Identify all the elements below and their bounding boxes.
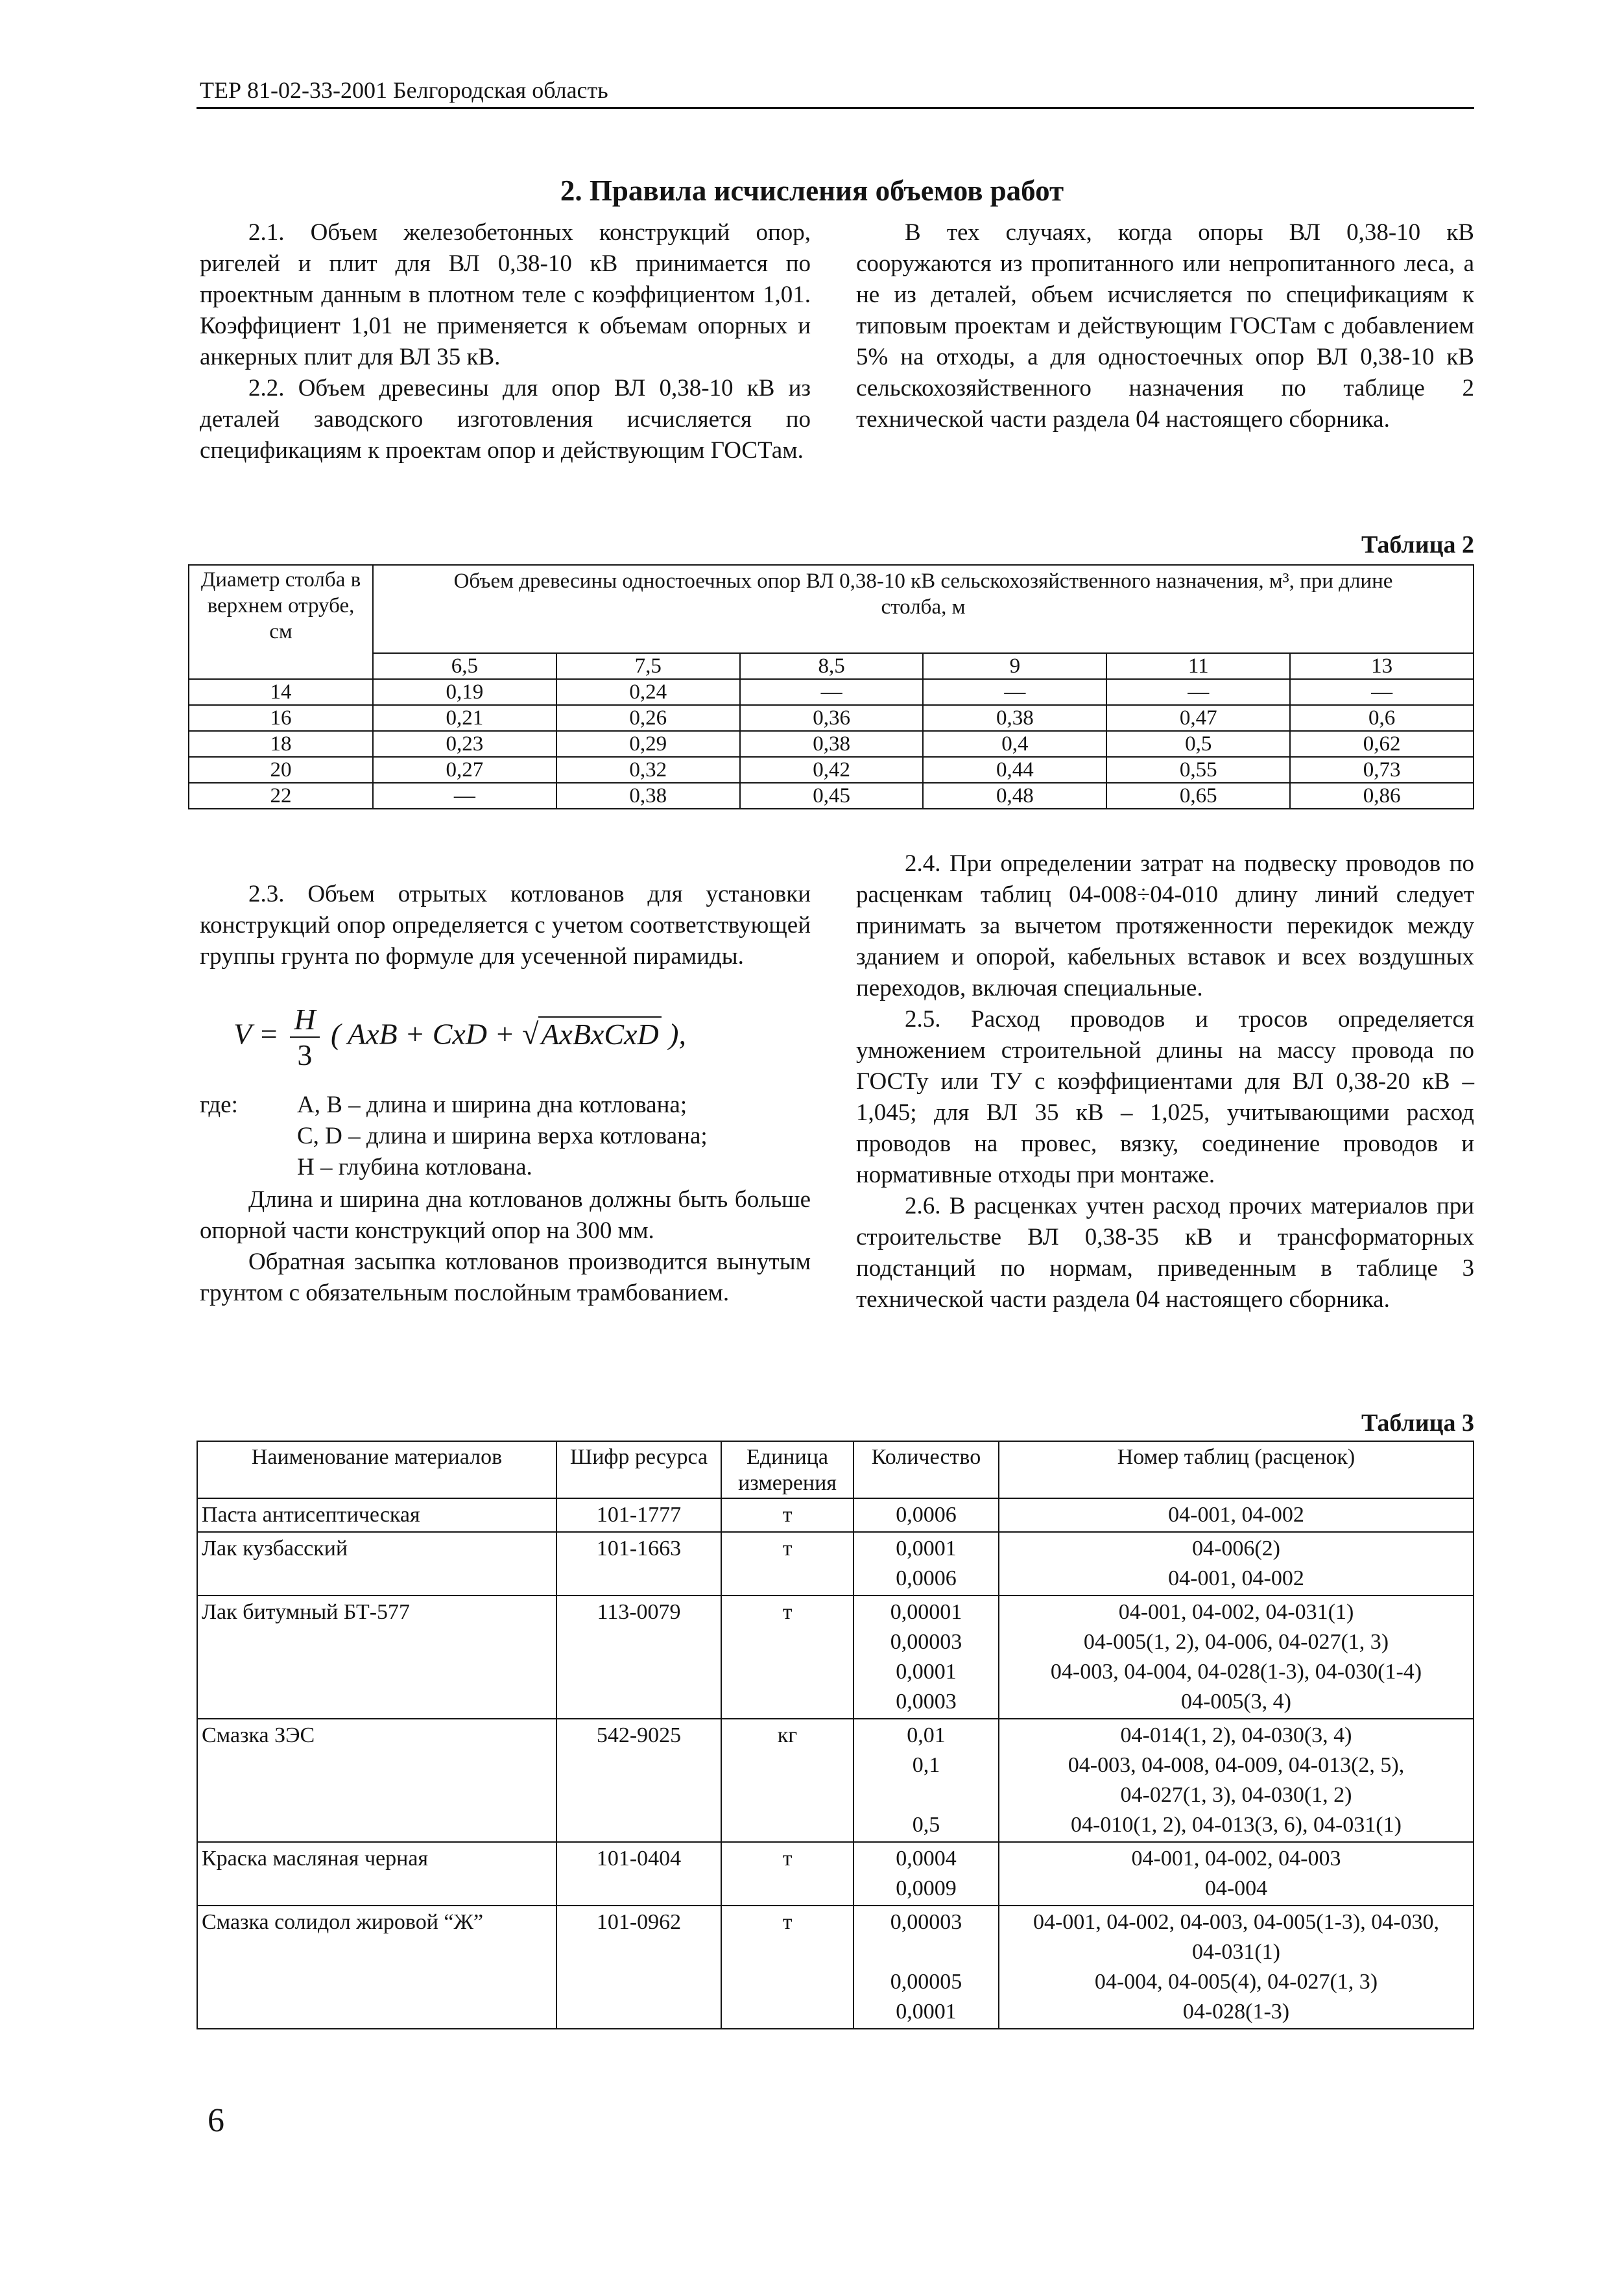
table3-ref-line: 04-001, 04-002, 04-031(1) (1118, 1600, 1354, 1624)
table2-value-cell: 0,55 (1106, 757, 1290, 783)
table-row (189, 783, 1474, 809)
table3-ref-line: 04-027(1, 3), 04-030(1, 2) (1120, 1783, 1352, 1807)
table3-ref-line: 04-003, 04-008, 04-009, 04-013(2, 5), (1068, 1753, 1405, 1777)
page-number: 6 (208, 2102, 224, 2139)
table3-code-cell: 101-1663 (556, 1532, 721, 1596)
left-column-top (200, 217, 811, 466)
table3-header-cell: Количество (854, 1441, 999, 1498)
paragraph-2-1: 2.1. Объем железобетонных конструкций опор, ригелей и плит для ВЛ 0,38-10 кВ принимается по проектным данным в плотном теле с коэффициентом 1,01. Коэффициент 1,01 не применяется к объемам опорных и анкерных плит для ВЛ 35 кВ. (200, 219, 811, 370)
table3-qty-line: 0,00003 (890, 1630, 962, 1654)
table2-value-cell: 0,26 (556, 705, 740, 731)
table3-qty-line: 0,0006 (896, 1566, 957, 1590)
table3-name-cell: Смазка ЗЭС (197, 1719, 556, 1842)
table2-span-header: Объем древесины одностоечных опор ВЛ 0,38-10 кВ сельскохозяйственного назначения, м³, при длине столба, м (373, 565, 1474, 653)
table3-ref-line: 04-001, 04-002 (1168, 1566, 1304, 1590)
table3-name-cell: Смазка солидол жировой “Ж” (197, 1906, 556, 2029)
pyramid-volume-formula (233, 1002, 686, 1072)
paragraph-2-2: 2.2. Объем древесины для опор ВЛ 0,38-10 кВ из деталей заводского изготовления исчисляется по спецификациям к проектам опор и действующим ГОСТам. (200, 375, 811, 464)
paragraph-pit-size: Длина и ширина дна котлованов должны быть больше опорной части конструкций опор на 300 мм. (200, 1186, 811, 1244)
table2-value-cell: 0,45 (740, 783, 924, 809)
table-row (197, 1596, 1474, 1719)
table3-body (197, 1498, 1474, 2029)
table3-refs-cell (999, 1906, 1474, 2029)
table-3 (197, 1441, 1474, 2029)
table2-length-row (189, 653, 1474, 679)
right-column-bottom (856, 848, 1474, 1315)
table3-ref-line: 04-010(1, 2), 04-013(3, 6), 04-031(1) (1071, 1813, 1402, 1837)
table3-qty-cell (854, 1842, 999, 1906)
table-row (197, 1719, 1474, 1842)
table3-qty-line: 0,00001 (890, 1600, 962, 1624)
table2-col-header-diameter: Диаметр столба в верхнем отрубе, см (189, 565, 373, 679)
table3-ref-line: 04-004, 04-005(4), 04-027(1, 3) (1094, 1970, 1378, 1994)
formula-root: AxBxCxD (538, 1016, 661, 1051)
table3-ref-line: 04-001, 04-002, 04-003 (1131, 1847, 1341, 1871)
table2-value-cell: 0,29 (556, 731, 740, 757)
table2-value-cell: 0,65 (1106, 783, 1290, 809)
table3-header-row (197, 1441, 1474, 1498)
running-header: ТЕР 81-02-33-2001 Белгородская область (200, 77, 608, 103)
table3-qty-line: 0,00005 (890, 1970, 962, 1994)
table3-qty-line: 0,1 (912, 1753, 940, 1777)
table2-value-cell: 0,73 (1290, 757, 1474, 783)
table3-ref-line: 04-005(3, 4) (1181, 1690, 1291, 1714)
table3-qty-line (858, 1937, 994, 1967)
formula-end: ), (669, 1017, 686, 1051)
table3-refs-cell (999, 1532, 1474, 1596)
table2-length-cell: 7,5 (556, 653, 740, 679)
table3-qty-line (858, 1780, 994, 1810)
where-label: где: (200, 1092, 238, 1118)
table-row (189, 679, 1474, 705)
table3-refs-cell (999, 1842, 1474, 1906)
table3-unit-cell: т (721, 1842, 854, 1906)
where-list (297, 1090, 809, 1183)
paragraph-backfill: Обратная засыпка котлованов производится вынутым грунтом с обязательным послойным трамбованием. (200, 1249, 811, 1306)
table3-qty-line: 0,5 (912, 1813, 940, 1837)
table3-ref-line: 04-014(1, 2), 04-030(3, 4) (1120, 1723, 1352, 1747)
table3-qty-cell (854, 1532, 999, 1596)
table3-qty-line: 0,00003 (890, 1910, 962, 1934)
table3-qty-cell (854, 1719, 999, 1842)
table3-ref-line: 04-005(1, 2), 04-006, 04-027(1, 3) (1083, 1630, 1389, 1654)
table3-code-cell: 542-9025 (556, 1719, 721, 1842)
table2-length-cell: 13 (1290, 653, 1474, 679)
table3-refs-cell (999, 1498, 1474, 1532)
header-rule (197, 107, 1474, 109)
table3-ref-line: 04-006(2) (1192, 1537, 1280, 1561)
table3-unit-cell: т (721, 1906, 854, 2029)
table-row (189, 705, 1474, 731)
table2-value-cell: 0,48 (923, 783, 1106, 809)
table3-name-cell: Краска масляная черная (197, 1842, 556, 1906)
table3-ref-line: 04-031(1) (1192, 1940, 1280, 1964)
formula-denominator: 3 (297, 1038, 313, 1071)
formula-numerator: H (290, 1002, 319, 1038)
table3-ref-line: 04-004 (1204, 1876, 1268, 1900)
table2-value-cell: — (923, 679, 1106, 705)
table2-value-cell: 0,27 (373, 757, 556, 783)
table2-value-cell: — (1290, 679, 1474, 705)
table2-length-cell: 6,5 (373, 653, 556, 679)
table-row (197, 1842, 1474, 1906)
table2-diameter-cell: 14 (189, 679, 373, 705)
paragraph-2-3: 2.3. Объем отрытых котлованов для установки конструкций опор определяется с учетом соответствующей группы грунта по формуле для усеченной пирамиды. (200, 881, 811, 970)
table2-value-cell: 0,62 (1290, 731, 1474, 757)
table2-value-cell: 0,38 (556, 783, 740, 809)
table2-diameter-cell: 18 (189, 731, 373, 757)
table2-value-cell: 0,86 (1290, 783, 1474, 809)
paragraph-2-4: 2.4. При определении затрат на подвеску проводов по расценкам таблиц 04-008÷04-010 длину линий следует принимать за вычетом протяженности перекидок между зданием и опорой, кабельных вставок и всех воздушных переходов, включая специальные. (856, 850, 1474, 1001)
table2-value-cell: 0,6 (1290, 705, 1474, 731)
table3-qty-line: 0,0001 (896, 1537, 957, 1561)
table2-value-cell: 0,44 (923, 757, 1106, 783)
table3-unit-cell: т (721, 1532, 854, 1596)
table3-qty-line: 0,0001 (896, 1660, 957, 1684)
table3-code-cell: 101-0404 (556, 1842, 721, 1906)
table3-ref-line: 04-028(1-3) (1182, 2000, 1290, 2024)
table3-header-cell: Наименование материалов (197, 1441, 556, 1498)
table2-value-cell: 0,42 (740, 757, 924, 783)
table3-caption: Таблица 3 (1361, 1409, 1474, 1437)
table-2 (188, 564, 1474, 809)
formula-lhs: V = (233, 1017, 279, 1051)
formula-sum: ( AxB + CxD + (331, 1017, 515, 1051)
table2-value-cell: 0,5 (1106, 731, 1290, 757)
table3-qty-line: 0,0004 (896, 1847, 957, 1871)
table2-value-cell: 0,36 (740, 705, 924, 731)
table2-value-cell: 0,47 (1106, 705, 1290, 731)
table3-ref-line: 04-001, 04-002 (1168, 1503, 1304, 1527)
table2-length-cell: 8,5 (740, 653, 924, 679)
table3-unit-cell: т (721, 1498, 854, 1532)
table2-caption: Таблица 2 (1361, 531, 1474, 558)
table3-code-cell: 113-0079 (556, 1596, 721, 1719)
table3-qty-line: 0,0003 (896, 1690, 957, 1714)
table3-code-cell: 101-1777 (556, 1498, 721, 1532)
table3-name-cell: Лак кузбасский (197, 1532, 556, 1596)
table2-value-cell: 0,21 (373, 705, 556, 731)
table3-name-cell: Паста антисептическая (197, 1498, 556, 1532)
table-row (197, 1498, 1474, 1532)
section-title: 2. Правила исчисления объемов работ (560, 174, 1064, 207)
table3-qty-line: 0,0006 (896, 1503, 957, 1527)
table2-value-cell: 0,19 (373, 679, 556, 705)
table2-value-cell: — (740, 679, 924, 705)
table3-refs-cell (999, 1596, 1474, 1719)
table3-qty-line: 0,0001 (896, 2000, 957, 2024)
table3-qty-cell (854, 1596, 999, 1719)
table2-value-cell: — (1106, 679, 1290, 705)
table3-qty-line: 0,01 (907, 1723, 946, 1747)
table3-ref-line: 04-001, 04-002, 04-003, 04-005(1-3), 04-030, (1033, 1910, 1440, 1934)
table3-header-cell: Номер таблиц (расценок) (999, 1441, 1474, 1498)
paragraph-2-5: 2.5. Расход проводов и тросов определяется умножением строительной длины на массу провода по ГОСТу или ТУ с коэффициентами для ВЛ 0,38-20 кВ – 1,045; для ВЛ 35 кВ – 1,025, учитывающими расход проводов на провес, вязку, соединение проводов и нормативные отходы при монтаже. (856, 1006, 1474, 1188)
table2-diameter-cell: 22 (189, 783, 373, 809)
where-item-cd: С, D – длина и ширина верха котлована; (297, 1123, 708, 1149)
table2-value-cell: 0,4 (923, 731, 1106, 757)
left-column-bottom (200, 879, 811, 972)
table3-qty-line: 0,0009 (896, 1876, 957, 1900)
table2-value-cell: 0,23 (373, 731, 556, 757)
table-row (189, 757, 1474, 783)
table2-length-cell: 11 (1106, 653, 1290, 679)
table2-body (189, 679, 1474, 809)
table3-name-cell: Лак битумный БТ-577 (197, 1596, 556, 1719)
table3-code-cell: 101-0962 (556, 1906, 721, 2029)
table2-value-cell: 0,38 (923, 705, 1106, 731)
table2-value-cell: — (373, 783, 556, 809)
table3-unit-cell: т (721, 1596, 854, 1719)
right-column-top (856, 217, 1474, 435)
table-row (189, 731, 1474, 757)
table2-value-cell: 0,24 (556, 679, 740, 705)
table3-header-cell: Единица измерения (721, 1441, 854, 1498)
table2-value-cell: 0,32 (556, 757, 740, 783)
sqrt-icon: √ (522, 1017, 539, 1051)
table2-diameter-cell: 16 (189, 705, 373, 731)
table-row (197, 1906, 1474, 2029)
where-item-ab: А, В – длина и ширина дна котлована; (297, 1092, 687, 1118)
left-column-bottom-2 (200, 1184, 811, 1309)
table2-length-cell: 9 (923, 653, 1106, 679)
table3-qty-cell (854, 1906, 999, 2029)
table3-qty-cell (854, 1498, 999, 1532)
formula-fraction (290, 1002, 319, 1072)
paragraph-2-2-continued: В тех случаях, когда опоры ВЛ 0,38-10 кВ сооружаются из пропитанного или непропитанного леса, а не из деталей, объем исчисляется по спецификациям к типовым проектам и действующим ГОСТам с добавлением 5% на отходы, а для одностоечных опор ВЛ 0,38-10 кВ сельскохозяйственного назначения по таблице 2 технической части раздела 04 настоящего сборника. (856, 219, 1474, 433)
table3-ref-line: 04-003, 04-004, 04-028(1-3), 04-030(1-4) (1050, 1660, 1422, 1684)
table3-header-cell: Шифр ресурса (556, 1441, 721, 1498)
where-item-h: Н – глубина котлована. (297, 1154, 532, 1180)
table2-diameter-cell: 20 (189, 757, 373, 783)
table-row (197, 1532, 1474, 1596)
paragraph-2-6: 2.6. В расценках учтен расход прочих материалов при строительстве ВЛ 0,38-35 кВ и трансформаторных подстанций по нормам, приведенным в таблице 3 технической части раздела 04 настоящего сборника. (856, 1193, 1474, 1313)
table2-value-cell: 0,38 (740, 731, 924, 757)
table3-unit-cell: кг (721, 1719, 854, 1842)
table3-refs-cell (999, 1719, 1474, 1842)
